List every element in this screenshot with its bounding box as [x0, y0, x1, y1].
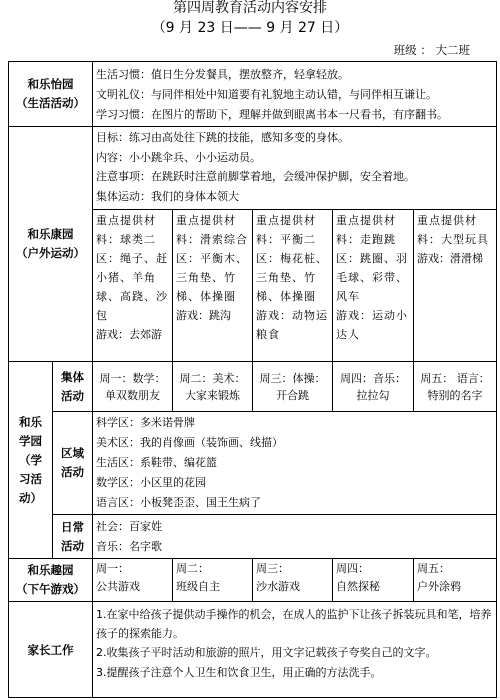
- study-heading: 和乐 学园 （学 习活 动）: [9, 362, 53, 559]
- schedule-table: [8, 61, 497, 698]
- date-range: （9 月 23 日—— 9 月 27 日）: [151, 20, 349, 36]
- daily-activity-label: 日常 活动: [53, 515, 93, 559]
- parents-heading: 家长工作: [9, 602, 93, 698]
- play-day: 周一： 公共游戏: [93, 559, 173, 602]
- outdoor-heading: 和乐康园 （户外运动）: [9, 127, 93, 362]
- study-daily-row: [9, 515, 497, 559]
- outdoor-day-cell: 重点提供材料：球类二区：绳子、赶小猪、羊角球、高跷、沙包 游戏：去郊游: [93, 210, 173, 362]
- group-activity-day: 周一：数学： 单双数朋友: [93, 362, 173, 412]
- study-areas-row: [9, 412, 497, 515]
- area-activity-content: 科学区：多米诺骨牌 美术区：我的肖像画（装饰画、线描） 生活区：系鞋带、编花篮 数学区：小区里的花园 语言区：小板凳歪歪、国王生病了: [93, 412, 497, 515]
- life-line: 文明礼仪：与同伴相处中知道要有礼貌地主动认错，与同伴相互谦让。: [96, 88, 437, 101]
- outdoor-day-cell: 重点提供材料：滑索综合区：平衡木、三角垫、竹梯、体操圈 游戏：跳沟: [173, 210, 253, 362]
- group-activity-day: 周二：美术： 大家来锻炼: [173, 362, 253, 412]
- play-day: 周五： 户外涂鸦: [414, 559, 497, 602]
- play-day: 周四： 自然探秘: [333, 559, 414, 602]
- parents-row: [9, 602, 497, 698]
- page-title: 第四周教育活动内容安排: [173, 0, 327, 16]
- play-row: [9, 559, 497, 602]
- outdoor-day-cell: 重点提供材料：平衡二区：梅花桩、三角垫、竹梯、体操圈 游戏：动物运粮食: [253, 210, 333, 362]
- area-activity-label: 区域 活动: [53, 412, 93, 515]
- outdoor-day-cell: 重点提供材料：走跑跳区：跳圈、羽毛球、彩带、风车 游戏：运动小达人: [333, 210, 414, 362]
- life-row: [9, 62, 497, 127]
- life-line: 生活习惯：值日生分发餐具，摆放整齐，轻拿轻放。: [96, 68, 349, 81]
- group-activity-day: 周四：音乐： 拉拉勾: [333, 362, 414, 412]
- life-content: [93, 62, 497, 127]
- play-day: 周三： 沙水游戏: [253, 559, 333, 602]
- group-activity-day: 周三：体操： 开合跳: [253, 362, 333, 412]
- play-day: 周二： 班级自主: [173, 559, 253, 602]
- play-heading: 和乐趣园 （下午游戏）: [9, 559, 93, 602]
- daily-activity-content: 社会：百家姓 音乐：名字歌: [93, 515, 497, 559]
- life-line: 学习习惯：在图片的帮助下，理解并做到眼离书本一尺看书，有序翻书。: [96, 108, 448, 121]
- outdoor-row: [9, 127, 497, 210]
- parents-content: 1.在家中给孩子提供动手操作的机会，在成人的监护下让孩子拆装玩具和笔，培养孩子的探索能力。 2.收集孩子平时活动和旅游的照片，用文字记载孩子夸奖自己的文字。 3.提醒孩子注意个人卫生和饮食卫生，用正确的方法洗手。: [93, 602, 497, 698]
- class-label: 班级 ： 大二班: [393, 43, 470, 57]
- outdoor-day-cell: 重点提供材料：大型玩具 游戏：滑滑梯: [414, 210, 497, 362]
- outdoor-content: 目标：练习由高处往下跳的技能，感知多变的身体。 内容：小小跳伞兵、小小运动员。 注意事项：在跳跃时注意前脚掌着地，会缓冲保护脚，安全着地。 集体运动：我们的身体本领大: [93, 127, 497, 210]
- study-group-row: [9, 362, 497, 412]
- group-activity-label: 集体 活动: [53, 362, 93, 412]
- life-heading: 和乐怡园 （生活活动）: [9, 62, 93, 127]
- group-activity-day: 周五： 语言： 特别的名字: [414, 362, 497, 412]
